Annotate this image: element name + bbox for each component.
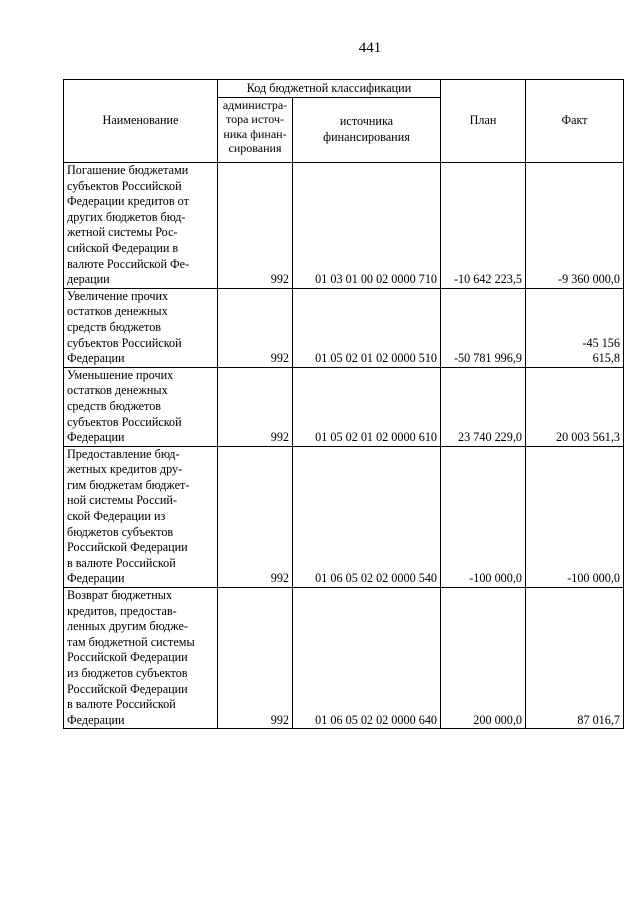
name-line: ной системы Россий- bbox=[67, 493, 178, 508]
name-line: Уменьшение прочих bbox=[67, 367, 174, 382]
name-line: остатков денежных bbox=[67, 304, 168, 319]
row-fakt bbox=[526, 446, 624, 587]
fakt-line: 20 003 561,3 bbox=[556, 430, 620, 445]
header-source-line: финансирования bbox=[323, 130, 410, 144]
budget-table bbox=[63, 79, 624, 729]
row-fakt bbox=[526, 163, 624, 289]
row-admin: 992 bbox=[218, 367, 293, 446]
header-plan: План bbox=[441, 80, 526, 163]
name-line: Возврат бюджетных bbox=[67, 588, 173, 603]
row-name bbox=[64, 163, 218, 289]
name-line: в валюте Российской bbox=[67, 697, 176, 712]
name-line: ской Федерации из bbox=[67, 509, 166, 524]
name-line: субъектов Российской bbox=[67, 178, 182, 193]
row-fakt bbox=[526, 288, 624, 367]
name-line: Федерации bbox=[67, 351, 125, 366]
name-line: Предоставление бюд- bbox=[67, 446, 180, 461]
row-code: 01 06 05 02 02 0000 540 bbox=[293, 446, 441, 587]
header-source bbox=[293, 98, 441, 163]
name-line: там бюджетной системы bbox=[67, 634, 195, 649]
header-admin bbox=[218, 98, 293, 163]
name-line: из бюджетов субъектов bbox=[67, 666, 188, 680]
name-line: остатков денежных bbox=[67, 383, 168, 398]
name-line: Федерации bbox=[67, 430, 125, 445]
header-name: Наименование bbox=[64, 80, 218, 163]
header-admin-line: администра- bbox=[222, 98, 288, 112]
name-line: других бюджетов бюд- bbox=[67, 209, 186, 224]
name-line: Увеличение прочих bbox=[67, 288, 169, 303]
name-line: Погашение бюджетами bbox=[67, 163, 189, 177]
name-line: сийской Федерации в bbox=[67, 240, 179, 255]
row-name bbox=[64, 367, 218, 446]
row-plan: -50 781 996,9 bbox=[441, 288, 526, 367]
name-line: бюджетов субъектов bbox=[67, 524, 174, 539]
row-fakt bbox=[526, 367, 624, 446]
table-row bbox=[64, 163, 624, 289]
header-source-line: источника bbox=[339, 114, 394, 129]
name-line: кредитов, предостав- bbox=[67, 603, 177, 618]
row-code: 01 05 02 01 02 0000 510 bbox=[293, 288, 441, 367]
fakt-line: -100 000,0 bbox=[567, 571, 620, 586]
name-line: гим бюджетам бюджет- bbox=[67, 477, 190, 492]
table-row bbox=[64, 446, 624, 587]
row-admin: 992 bbox=[218, 588, 293, 729]
row-plan: 23 740 229,0 bbox=[441, 367, 526, 446]
fakt-line: -9 360 000,0 bbox=[558, 272, 620, 287]
row-code: 01 05 02 01 02 0000 610 bbox=[293, 367, 441, 446]
header-admin-line: тора источ- bbox=[226, 112, 284, 127]
name-line: субъектов Российской bbox=[67, 414, 182, 429]
name-line: субъектов Российской bbox=[67, 335, 182, 350]
name-line: Федерации кредитов от bbox=[67, 194, 189, 209]
row-name bbox=[64, 446, 218, 587]
name-line: Российской Федерации bbox=[67, 540, 188, 555]
row-admin: 992 bbox=[218, 163, 293, 289]
name-line: Федерации bbox=[67, 571, 125, 586]
name-line: средств бюджетов bbox=[67, 319, 162, 334]
table-row bbox=[64, 588, 624, 729]
name-line: жетной системы Рос- bbox=[67, 225, 178, 240]
name-line: Российской Федерации bbox=[67, 650, 188, 665]
name-line: валюте Российской Фе- bbox=[67, 256, 190, 271]
name-line: средств бюджетов bbox=[67, 398, 162, 413]
row-name bbox=[64, 288, 218, 367]
name-line: ленных другим бюдже- bbox=[67, 619, 188, 634]
row-code: 01 06 05 02 02 0000 640 bbox=[293, 588, 441, 729]
fakt-line: 87 016,7 bbox=[577, 712, 620, 727]
name-line: Федерации bbox=[67, 712, 125, 727]
row-admin: 992 bbox=[218, 288, 293, 367]
header-admin-line: ника финан- bbox=[223, 126, 287, 141]
row-plan: -10 642 223,5 bbox=[441, 163, 526, 289]
name-line: в валюте Российской bbox=[67, 555, 176, 570]
row-code: 01 03 01 00 02 0000 710 bbox=[293, 163, 441, 289]
header-code-group: Код бюджетной классификации bbox=[218, 80, 441, 98]
table-row bbox=[64, 288, 624, 367]
name-line: дерации bbox=[67, 272, 110, 287]
row-fakt bbox=[526, 588, 624, 729]
header-fakt: Факт bbox=[526, 80, 624, 163]
row-plan: -100 000,0 bbox=[441, 446, 526, 587]
table-row bbox=[64, 367, 624, 446]
header-admin-line: сирования bbox=[228, 140, 282, 155]
name-line: Российской Федерации bbox=[67, 681, 188, 696]
row-admin: 992 bbox=[218, 446, 293, 587]
row-name bbox=[64, 588, 218, 729]
fakt-line: -45 156 bbox=[582, 335, 620, 350]
fakt-line: 615,8 bbox=[592, 351, 620, 366]
page-number: 441 bbox=[358, 40, 382, 56]
name-line: жетных кредитов дру- bbox=[67, 462, 183, 477]
row-plan: 200 000,0 bbox=[441, 588, 526, 729]
